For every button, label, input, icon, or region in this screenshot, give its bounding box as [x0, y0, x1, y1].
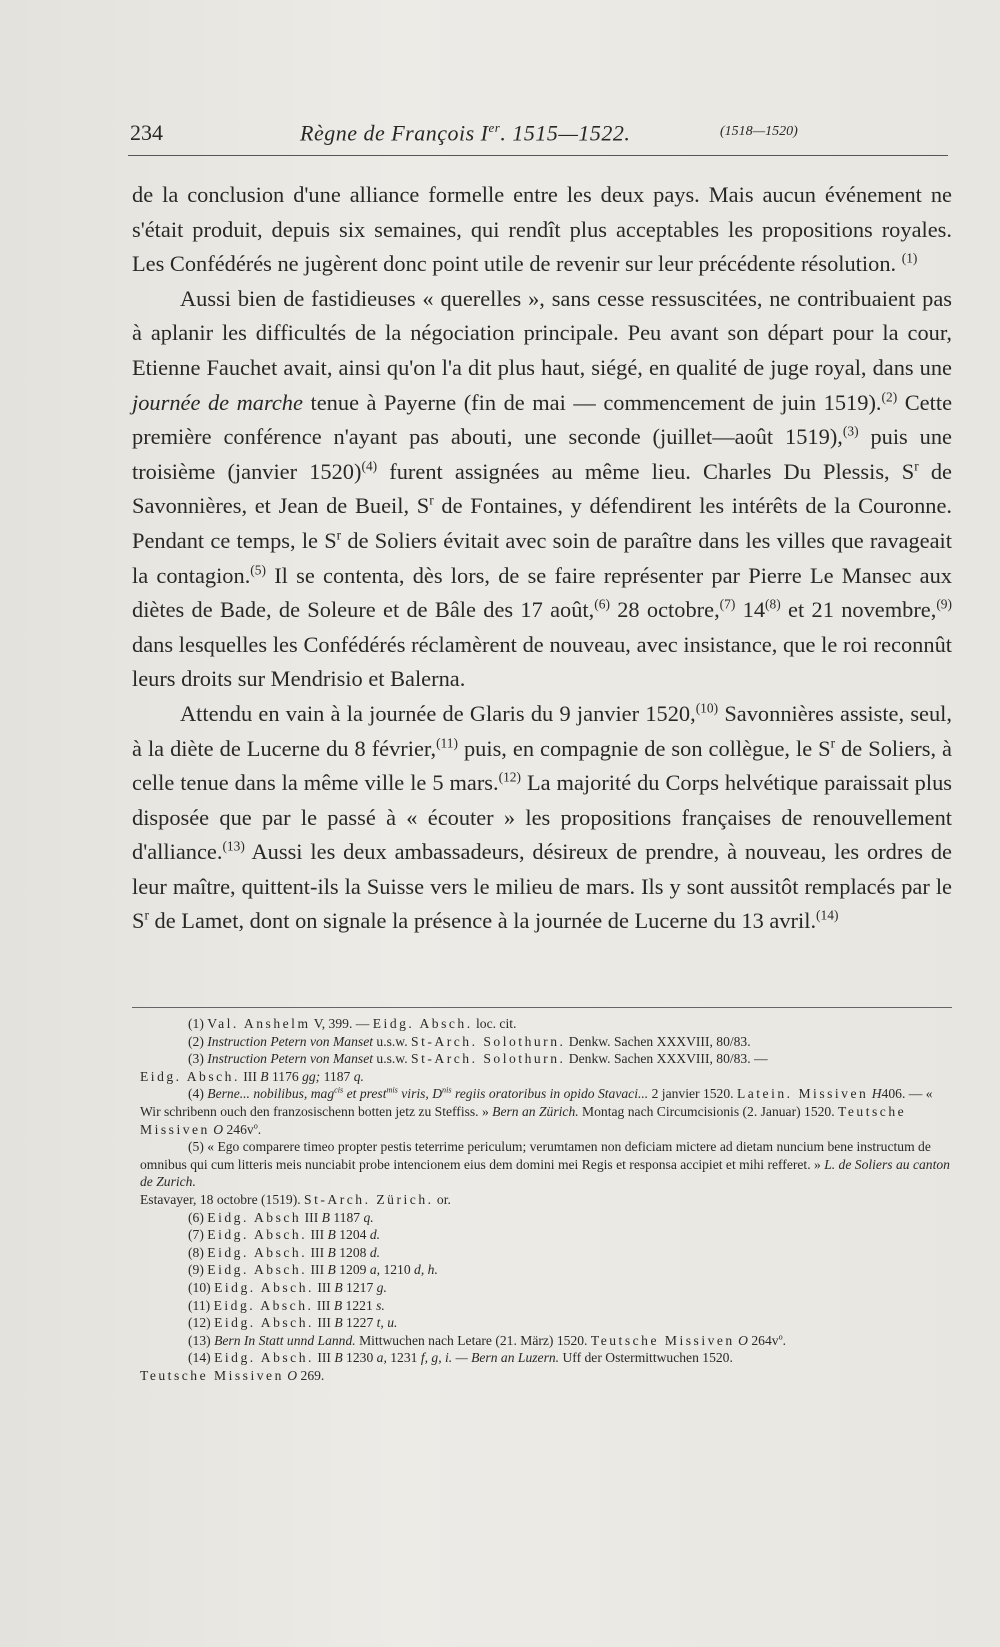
footnote-ref: (9)	[936, 596, 952, 612]
footnotes-rule	[132, 1007, 952, 1008]
footnote-ref: (13)	[222, 838, 245, 854]
footnote-5: (5) « Ego comparere timeo propter pestis teterrime periculum; verumtamen non deficiam mictere ad dietam nuncium bene instructum de omnibus qui cum litteris meis nunciabit probe intencionem eius dem domini mei Regis et responsa accipiet et mihi refferet. » L. de Soliers au canton de Zurich.	[140, 1139, 950, 1190]
footnote-9: (9) Eidg. Absch. III B 1209 a, 1210 d, h.	[188, 1262, 438, 1278]
footnote-ref: (10)	[695, 700, 719, 716]
footnote-ref: (8)	[765, 596, 781, 612]
paragraph-3: Attendu en vain à la journée de Glaris du 9 janvier 1520,$^{(10)}$ Savonnières assiste, seul, à la diète de Lucerne du 8 février,$^{(11)}$ puis, en compagnie de son collègue, le $S^r$ de Soliers, à celle tenue dans la même ville le 5 mars.$^{(12)}$ La majorité du Corps helvétique paraissait plus disposée que par le passé à « écouter » les propositions françaises de renouvellement d'alliance.$^{(13)}$ Aussi les deux ambassadeurs, désireux de prendre, à nouveau, les ordres de leur maître, quittent-ils la Suisse vers le milieu de mars. Ils y sont aussitôt remplacés par le $S^r$ de Lamet, dont on signale la présence à la journée de Lucerne du 13 avril.$^{(14)}$	[132, 700, 952, 934]
footnote-1: (1) Val. Anshelm V, 399. — Eidg. Absch. loc. cit.	[188, 1016, 517, 1031]
footnote-13: (13) Bern In Statt unnd Lannd. Mittwuchen nach Letare (21. März) 1520. Teutsche Missiven O $264v^o$.	[188, 1332, 787, 1348]
footnote-ref: (4)	[361, 458, 378, 474]
footnote-4: (4) Berne... nobilibus, mag$^{cis}$ et prest$^{mis}$ viris, $D^{nis}$ regiis oratoribus in opido Stavaci... 2 janvier 1520. Latein. Missiven H406. — « Wir schribenn ouch den franzosischenn botten jetz zu Steffiss. » Bern an Zürich. Montag nach Circumcisionis (2. Januar) 1520. Teutsche Missiven O $246v^o$.	[140, 1085, 933, 1137]
footnote-ref: (7)	[719, 596, 736, 612]
main-text	[132, 178, 952, 939]
footnotes	[140, 1015, 950, 1384]
footnote-ref: (11)	[436, 735, 458, 751]
footnote-10: (10) Eidg. Absch. III B 1217 g.	[188, 1279, 387, 1295]
footnote-ref: (6)	[594, 596, 610, 612]
page-header	[130, 110, 950, 150]
footnote-11: (11) Eidg. Absch. III B 1221 s.	[188, 1297, 385, 1313]
paragraph-1: de la conclusion d'une alliance formelle entre les deux pays. Mais aucun événement ne s'était produit, depuis six semaines, qui rendît plus acceptables les propositions royales. Les Confédérés ne jugèrent donc point utile de revenir sur leur précédente résolution. $^{(1)}$	[132, 182, 952, 277]
footnote-ref: (12)	[498, 769, 521, 785]
paragraph-2: Aussi bien de fastidieuses « querelles », sans cesse ressuscitées, ne contribuaient pas à aplanir les difficultés de la négociation principale. Peu avant son départ pour la cour, Etienne Fauchet avait, ainsi qu'on l'a dit plus haut, siégé, en qualité de juge royal, dans une journée de marche tenue à Payerne (fin de mai — commencement de juin 1519).$^{(2)}$ Cette première conférence n'ayant pas abouti, une seconde (juillet—août 1519),$^{(3)}$ puis une troisième (janvier 1520)$^{(4)}$ furent assignées au même lieu. Charles Du Plessis, $S^r$ de Savonnières, et Jean de Bueil, $S^r$ de Fontaines, y défendirent les intérêts de la Couronne. Pendant ce temps, le $S^r$ de Soliers évitait avec soin de paraître dans les villes que ravageait la contagion.$^{(5)}$ Il se contenta, dès lors, de se faire représenter par Pierre Le Mansec aux diètes de Bade, de Soleure et de Bâle des 17 août,$^{(6)}$ 28 octobre,$^{(7)}$ 14$^{(8)}$ et 21 novembre,$^{(9)}$ dans lesquelles les Confédérés réclamèrent de nouveau, avec insistance, que le roi reconnût leurs droits sur Mendrisio et Balerna.	[132, 285, 953, 692]
footnote-5-cont: Estavayer, 18 octobre (1519). St-Arch. Zürich. or.	[140, 1191, 451, 1207]
footnote-6: (6) Eidg. Absch III B 1187 q.	[188, 1209, 374, 1225]
page-number: 234	[130, 120, 163, 145]
footnote-ref: (1)	[901, 250, 918, 266]
footnote-ref: (2)	[881, 389, 898, 405]
date-range: (1518—1520)	[720, 124, 798, 139]
header-rule	[128, 155, 948, 156]
footnote-ref: (3)	[842, 423, 859, 439]
running-title: Règne de François Ier. 1515—1522.	[300, 120, 631, 146]
footnote-12: (12) Eidg. Absch. III B 1227 t, u.	[188, 1315, 398, 1331]
footnote-ref: (5)	[250, 562, 266, 578]
footnote-2: (2) Instruction Petern von Manset u.s.w. St-Arch. Solothurn. Denkw. Sachen XXXVIII, 80/83.	[188, 1033, 751, 1049]
footnote-14-cont: Teutsche Missiven O 269.	[140, 1367, 325, 1383]
footnote-7: (7) Eidg. Absch. III B 1204 d.	[188, 1227, 381, 1243]
footnote-ref: (14)	[816, 908, 839, 923]
footnote-14: (14) Eidg. Absch. III B 1230 a, 1231 f, g, i. — Bern an Luzern. Uff der Ostermittwuchen 1520.	[188, 1350, 733, 1366]
footnote-8: (8) Eidg. Absch. III B 1208 d.	[188, 1244, 381, 1260]
footnote-3-cont: Eidg. Absch. III B 1176 gg; 1187 q.	[140, 1068, 364, 1084]
footnote-3: (3) Instruction Petern von Manset u.s.w. St-Arch. Solothurn. Denkw. Sachen XXXVIII, 80/83. —	[188, 1051, 768, 1067]
